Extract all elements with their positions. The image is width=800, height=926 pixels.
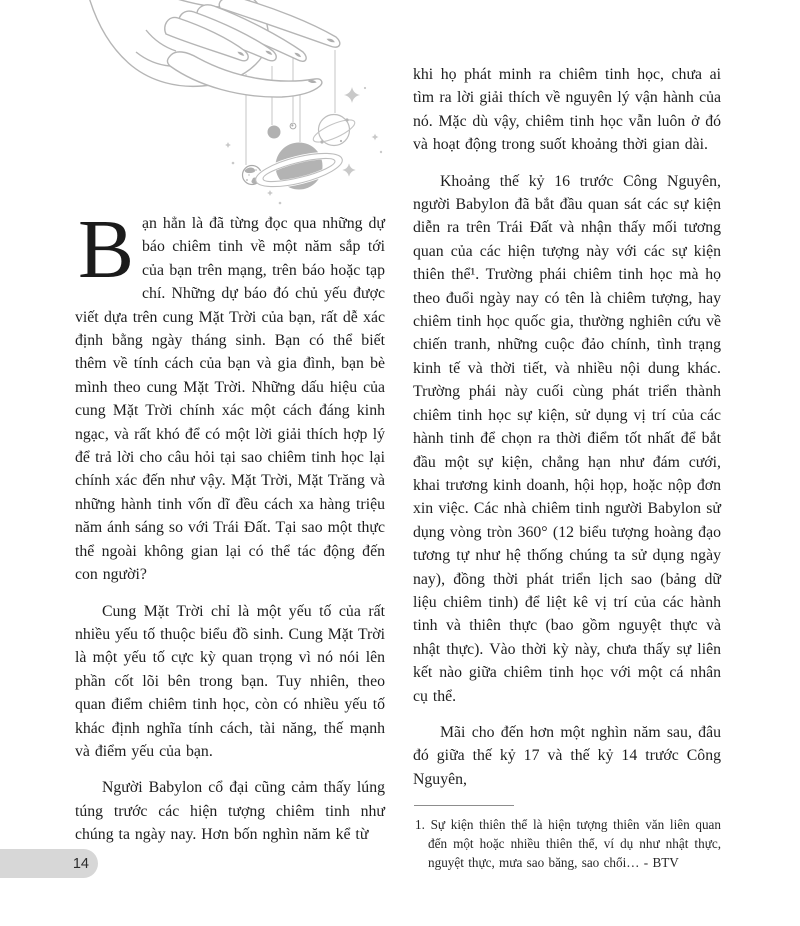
outlined-ring-planet	[311, 115, 358, 147]
saturn-planet	[253, 143, 346, 194]
footnote	[415, 816, 721, 872]
footnote-separator	[414, 805, 514, 806]
paragraph-opening	[75, 203, 385, 587]
page-number: 14	[72, 855, 89, 872]
paragraph-text: ạn hẳn là đã từng đọc qua những dự báo chiêm tinh về một năm sắp tới của bạn trên mạng, trên báo hoặc tạp chí. Những dự báo đó chủ yếu được viết dựa trên cung Mặt Trời của bạn, rất dễ xác định bằng ngày tháng sinh. Bạn có thể biết thêm về tính cách của bạn và gia đình, bạn bè mình theo cung Mặt Trời. Những dấu hiệu của cung Mặt Trời chính xác một cách đáng kinh ngạc, và rất khó để có một lời giải thích hợp lý để trả lời cho câu hỏi tại sao chiêm tinh học lại chính xác đến như vậy. Mặt Trời, Mặt Trăng và những hành tinh vốn dĩ đều cách xa hàng triệu năm ánh sáng so với Trái Đất. Tại sao một thực thể ngoài không gian lại có thể tác động đến con người?	[75, 215, 385, 584]
paragraph: Mãi cho đến hơn một nghìn năm sau, đâu đó giữa thế kỷ 17 và thế kỷ 14 trước Công Nguyên,	[413, 723, 721, 788]
footnote-text: Sự kiện thiên thể là hiện tượng thiên văn liên quan đến một hoặc nhiều thiên thể, ví dụ như nhật thực, nguyệt thực, mưa sao băng, sao chổi… - BTV	[428, 817, 722, 870]
page-number-badge	[0, 849, 98, 878]
paragraph: khi họ phát minh ra chiêm tinh học, chưa ai tìm ra lời giải thích về nguyên lý vận hành của nó. Mặc dù vậy, chiêm tinh học vẫn luôn ở đó và hoạt động trong suốt khoảng thời gian dài.	[413, 66, 721, 154]
paragraph: Khoảng thế kỷ 16 trước Công Nguyên, người Babylon đã bắt đầu quan sát các sự kiện diễn ra trên Trái Đất và nhận thấy mối tương quan của các hiện tượng này với các sự kiện thiên thể¹. Trường phái chiêm tinh học mà họ theo đuổi ngày nay có tên là chiêm tượng, hay chiêm tinh học quốc gia, thường nghiên cứu về chiến tranh, những cuộc đảo chính, tình trạng kinh tế và thời tiết, và nhiều nội dung khác. Trường phái này cuối cùng phát triển thành chiêm tinh học sự kiện, sử dụng vị trí của các hành tinh để chọn ra thời điểm tốt nhất để bắt đầu một sự kiện, chẳng hạn như đám cưới, khai trương kinh doanh, hội họp, hoặc nộp đơn xin việc. Các nhà chiêm tinh người Babylon sử dụng vòng tròn 360° (12 biểu tượng hoàng đạo tương tự như hệ thống chúng ta sử dụng ngày nay), đồng thời phát triển lịch sao (bảng dữ liệu chiêm tinh) để liệt kê vị trí của các hành tinh và thiên thực (bao gồm nguyệt thực và nhật thực). Vào thời kỳ này, chưa thấy sự liên kết nào giữa chiêm tinh học với một cá nhân cụ thể.	[413, 172, 721, 705]
hand-outline	[88, 0, 340, 97]
drop-cap: B	[78, 203, 135, 296]
footnote-marker: 1.	[415, 817, 425, 833]
paragraph: Cung Mặt Trời chỉ là một yếu tố của rất nhiều yếu tố thuộc biểu đồ sinh. Cung Mặt Trời là một yếu tố cực kỳ quan trọng vì nó nói lên phần cốt lõi bên trong bạn. Tuy nhiên, theo quan điểm chiêm tinh học, còn có nhiều yếu tố khác định nghĩa tính cách, tài năng, thế mạnh và điểm yếu của bạn.	[75, 602, 385, 760]
right-column	[413, 63, 721, 873]
left-column	[75, 203, 385, 860]
tiny-planet	[290, 123, 296, 129]
small-planet	[268, 126, 281, 139]
paragraph: Người Babylon cổ đại cũng cảm thấy lúng túng trước các hiện tượng chiêm tinh như chúng ta ngày nay. Hơn bốn nghìn năm kể từ	[75, 779, 385, 844]
hand-with-planets-illustration	[30, 0, 400, 218]
